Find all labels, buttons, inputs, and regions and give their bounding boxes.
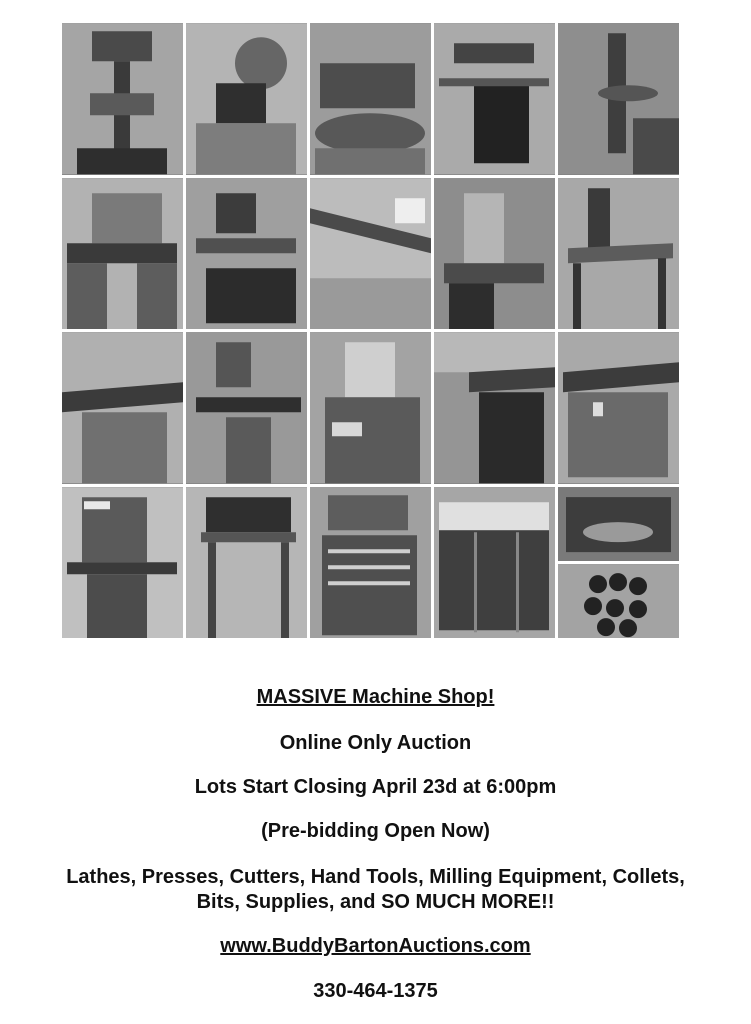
auction-type: Online Only Auction [279, 732, 472, 754]
photo-bridgeport-mill [186, 332, 307, 484]
small-drill-image [558, 23, 679, 175]
threader-image [310, 178, 431, 330]
drill-press-image [62, 23, 183, 175]
collets-image [558, 564, 679, 638]
prebid-note: (Pre-bidding Open Now) [261, 820, 490, 842]
photo-grinder [186, 23, 307, 175]
lathe-image [62, 178, 183, 330]
arbor-press-image [558, 178, 679, 330]
photo-milling-machine [186, 178, 307, 330]
compressor-image [310, 23, 431, 175]
photo-band-saw-bench [434, 23, 555, 175]
collets-photo [558, 564, 679, 638]
photo-shaper [434, 332, 555, 484]
photo-jointer [62, 332, 183, 484]
photo-cutoff-saw [310, 332, 431, 484]
tool-chest-image [310, 487, 431, 639]
photo-arbor-press [558, 178, 679, 330]
photo-air-compressor [310, 23, 431, 175]
photo-tool-chest [310, 487, 431, 639]
photo-punch-press [434, 178, 555, 330]
band-saw-image [434, 23, 555, 175]
photo-metal-lathe [62, 178, 183, 330]
photo-finger-brake [434, 487, 555, 639]
photo-collet-set [558, 487, 679, 639]
collet-case-photo [558, 487, 679, 561]
photo-drill-press [62, 23, 183, 175]
photo-drill-press-small [558, 23, 679, 175]
jointer-image [62, 332, 183, 484]
phone-number: 330-464-1375 [313, 980, 438, 1002]
punch-press-image [434, 178, 555, 330]
items-line-1: Lathes, Presses, Cutters, Hand Tools, Milling Equipment, Collets, [66, 866, 685, 888]
shaper-image [434, 332, 555, 484]
table-saw-image [558, 332, 679, 484]
closing-date: Lots Start Closing April 23d at 6:00pm [194, 776, 557, 798]
grinder-image [186, 23, 307, 175]
headline: MASSIVE Machine Shop! [256, 686, 495, 708]
shear-image [186, 487, 307, 639]
photo-shear [186, 487, 307, 639]
vertical-band-saw-image [62, 487, 183, 639]
photo-collage [62, 23, 682, 641]
photo-table-saw [558, 332, 679, 484]
collet-case-image [558, 487, 679, 561]
finger-brake-image [434, 487, 555, 639]
items-description [0, 865, 751, 915]
website-link[interactable]: www.BuddyBartonAuctions.com [220, 935, 531, 957]
items-line-2: Bits, Supplies, and SO MUCH MORE!! [196, 891, 555, 913]
mill-image [186, 178, 307, 330]
photo-pipe-threader [310, 178, 431, 330]
cutoff-saw-image [310, 332, 431, 484]
photo-vertical-band-saw [62, 487, 183, 639]
bridgeport-image [186, 332, 307, 484]
